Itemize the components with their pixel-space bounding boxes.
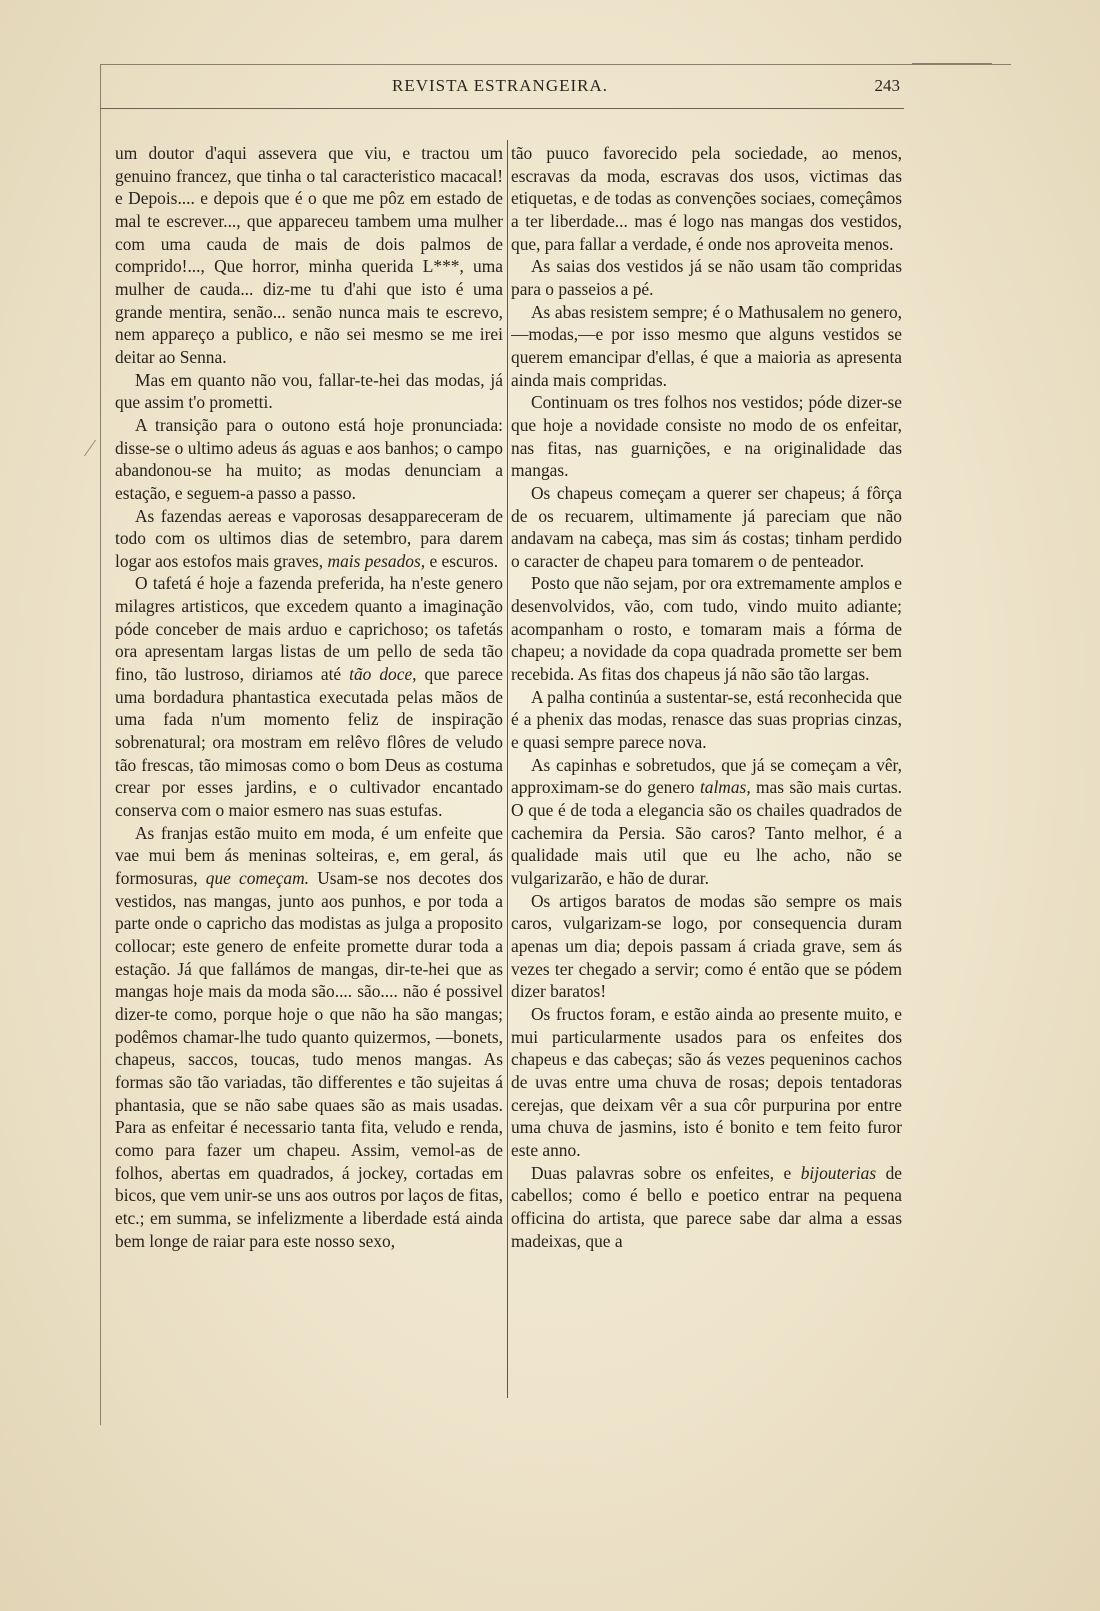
italic-phrase: talmas,: [699, 777, 751, 798]
paragraph: [115, 572, 503, 821]
paragraph-text: As capinhas e sobretudos, que já se começam a vêr, approximam-se do genero: [511, 754, 902, 798]
paragraph: [511, 1162, 902, 1253]
page-number: 243: [874, 76, 900, 95]
paragraph: Os fructos foram, e estão ainda ao presente muito, e mui particularmente usados para os enfeites dos chapeus e das cabeças; são ás vezes pequeninos cachos de uvas entre uma chuva de rosas; depois tentadoras cerejas, que deixam vêr a sua côr purpurina por entre uma chuva de jasmins, isto é bonito e tem feito furor este anno.: [511, 1003, 902, 1160]
paragraph: Os artigos baratos de modas são sempre os mais caros, vulgarizam-se logo, por consequencia duram apenas um dia; depois passam á criada grave, sem ás vezes ter chegado a servir; como é então que se pódem dizer baratos!: [511, 890, 902, 1002]
paragraph: Mas em quanto não vou, fallar-te-hei das modas, já que assim t'o prometti.: [115, 369, 503, 413]
column-divider: [507, 140, 508, 1398]
paragraph: A transição para o outono está hoje pronunciada: disse-se o ultimo adeus ás aguas e aos banhos; o campo abandonou-se ha muito; as modas denunciam a estação, e seguem-a passo a passo.: [115, 414, 503, 503]
paragraph-text: Duas palavras sobre os enfeites, e: [531, 1162, 792, 1183]
paragraph: As saias dos vestidos já se não usam tão compridas para o passeios a pé.: [511, 256, 902, 299]
right-column: [511, 142, 902, 1397]
paragraph: Posto que não sejam, por ora extremamente amplos e desenvolvidos, vão, com tudo, vindo muito adiante; acompanham o rosto, e tomaram mais a fórma de chapeu; a novidade da copa quadrada promette ser bem recebida. As fitas dos chapeus já não são tão largas.: [511, 573, 902, 685]
paragraph: [115, 822, 503, 1252]
italic-phrase: tão doce,: [349, 664, 417, 685]
paragraph: tão puuco favorecido pela sociedade, ao menos, escravas da moda, escravas dos usos, victimas das etiquetas, e de todas as convenções sociaes, começâmos a ter liberdade... mas é logo nas mangas dos vestidos, que, para fallar a verdade, é onde nos aproveita menos.: [511, 143, 902, 254]
paragraph-text: de cabellos; como é bello e poetico entrar na pequena officina do artista, que parece sabe dar alma a essas madeixas, que a: [511, 1162, 902, 1251]
running-head: [100, 72, 900, 106]
paragraph: [115, 505, 503, 573]
paragraph-text: que parece uma bordadura phantastica executada pelas mãos de uma fada n'um momento feliz de inspiração sobrenatural; ora mostram em relêvo flôres de veludo tão frescas, tão mimosas como o bom Deus as costuma crear por esses jardins, e o cultivador encantado conserva com o maior esmero nas suas estufas.: [115, 664, 503, 821]
paragraph: Continuam os tres folhos nos vestidos; póde dizer-se que hoje a novidade consiste no modo de os enfeitar, nas fitas, nas guarnições, e na originalidade das mangas.: [511, 392, 902, 481]
paragraph: [511, 754, 902, 890]
paragraph: um doutor d'aqui assevera que viu, e tractou um genuino francez, que tinha o tal caracteristico macacal! e Depois.... e depois que é o que me pôz em estado de mal te escrever..., que appareceu tambem uma mulher com uma cauda de mais de dois palmos de comprido!..., Que horror, minha querida L***, uma mulher de cauda... diz-me tu d'ahi que isto é uma grande mentira, senão... senão nunca mais te escrevo, nem appareço a publico, e não sei mesmo se me irei deitar ao Senna.: [115, 143, 503, 367]
italic-phrase: mais pesados,: [327, 550, 426, 571]
paragraph: A palha continúa a sustentar-se, está reconhecida que é a phenix das modas, renasce das suas proprias cinzas, e quasi sempre parece nova.: [511, 686, 902, 753]
paragraph-text: mas são mais curtas. O que é de toda a elegancia são os chailes quadrados de cachemira da Persia. São caros? Tanto melhor, é a qualidade mais util que eu lhe acho, não se vulgarizarão, e hão de durar.: [511, 777, 902, 888]
paragraph-text: As franjas estão muito em moda, é um enfeite que vae mui bem ás meninas solteiras, e, em geral, ás formosuras,: [115, 822, 503, 888]
paragraph-text: O tafetá é hoje a fazenda preferida, ha n'este genero milagres artisticos, que excedem quanto a imaginação póde conceber de mais arduo e caprichoso; os tafetás ora apresentam largas listas de um pello de seda tão fino, tão lustroso, diriamos até: [115, 573, 503, 685]
italic-phrase: bijouterias: [800, 1162, 877, 1183]
paragraph: Os chapeus começam a querer ser chapeus; á fôrça de os recuarem, ultimamente já pareciam que não andavam na cabeça, mas sim ás costas; tinham perdido o caracter de chapeu para tomarem o de penteador.: [511, 482, 902, 571]
paragraph-text: As fazendas aereas e vaporosas desappareceram de todo com os ultimos dias de setembro, para darem logar aos estofos mais graves,: [115, 505, 503, 571]
paragraph-text: e escuros.: [429, 550, 499, 571]
header-rule: [100, 108, 904, 109]
paragraph: As abas resistem sempre; é o Mathusalem no genero,—modas,—e por isso mesmo que alguns vestidos se querem emancipar d'ellas, é que a maioria as apresenta ainda mais compridas.: [511, 301, 902, 390]
italic-phrase: que começam.: [205, 868, 310, 888]
running-title: REVISTA ESTRANGEIRA.: [391, 76, 609, 95]
pencil-mark-icon: ⁄: [88, 436, 93, 462]
left-column: [115, 142, 503, 1397]
paragraph-text: Usam-se nos decotes dos vestidos, nas mangas, junto aos punhos, e por toda a parte onde o capricho das modistas as julga a proposito collocar; este genero de enfeite promette durar toda a estação. Já que fallámos de mangas, dir-te-hei que as mangas hoje mais da moda são.... são.... não é possivel dizer-te como, porque hoje o que não ha são mangas; podêmos chamar-lhe tudo quanto quizermos, —bonets, chapeus, saccos, toucas, tudo menos mangas. As formas são tão variadas, tão differentes e tão sujeitas á phantasia, que se não sabe quaes são as mais usadas. Para as enfeitar é necessario tanta fita, veludo e renda, como para fazer um chapeu. Assim, vemol-as de folhos, abertas em quadrados, á jockey, cortadas em bicos, que vem unir-se uns aos outros por laços de fitas, etc.; em summa, se infelizmente a liberdade está ainda bem longe de raiar para este nosso sexo,: [115, 868, 503, 1251]
